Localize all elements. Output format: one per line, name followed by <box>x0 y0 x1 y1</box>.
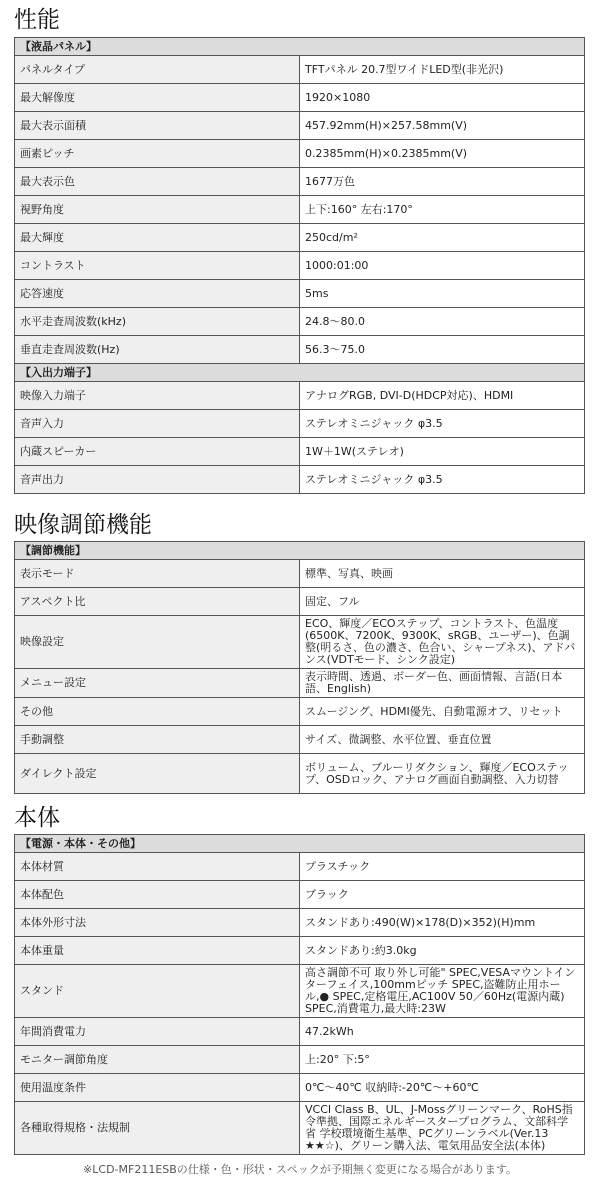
row-label: 音声出力 <box>15 466 300 494</box>
table-row <box>15 308 585 336</box>
table-row <box>15 698 585 726</box>
row-value: 高さ調節不可 取り外し可能" SPEC,VESAマウントインターフェイス,100mmピッチ SPEC,盗難防止用ホール,● SPEC,定格電圧,AC100V 50／60Hz(電源内蔵) SPEC,消費電力,最大時:23W <box>300 965 585 1018</box>
row-value: 1000:01:00 <box>300 252 585 280</box>
table-row <box>15 560 585 588</box>
row-label: その他 <box>15 698 300 726</box>
row-label: アスペクト比 <box>15 588 300 616</box>
section-title-performance: 性能 <box>14 7 60 33</box>
row-value: ECO、輝度／ECOステップ、コントラスト、色温度(6500K、7200K、9300K、sRGB、ユーザー)、色調整(明るさ、色の濃さ、色合い、シャープネス)、アドバンス(VDTモード、シンク設定) <box>300 616 585 669</box>
row-label: コントラスト <box>15 252 300 280</box>
row-value: ステレオミニジャック φ3.5 <box>300 410 585 438</box>
row-label: モニター調節角度 <box>15 1046 300 1074</box>
section-title-body: 本体 <box>14 805 60 831</box>
row-value: 1W＋1W(ステレオ) <box>300 438 585 466</box>
row-value: 250cd/m² <box>300 224 585 252</box>
table-row <box>15 280 585 308</box>
table-row <box>15 56 585 84</box>
row-label: 映像設定 <box>15 616 300 669</box>
table-row <box>15 112 585 140</box>
row-label: ダイレクト設定 <box>15 754 300 794</box>
table-row <box>15 438 585 466</box>
row-value: 標準、写真、映画 <box>300 560 585 588</box>
row-label: 最大表示色 <box>15 168 300 196</box>
row-label: 最大輝度 <box>15 224 300 252</box>
row-label: 音声入力 <box>15 410 300 438</box>
table-row <box>15 1074 585 1102</box>
table-row <box>15 1102 585 1155</box>
row-value: プラスチック <box>300 853 585 881</box>
spec-table-body <box>14 834 585 1155</box>
table-row <box>15 1018 585 1046</box>
row-value: VCCI Class B、UL、J-Mossグリーンマーク、RoHS指令準拠、国際エネルギースタープログラム、文部科学省 学校環境衛生基準、PCグリーンラベル(Ver.13 ★★☆)、グリーン購入法、電気用品安全法(本体) <box>300 1102 585 1155</box>
row-label: 各種取得規格・法規制 <box>15 1102 300 1155</box>
table-row <box>15 616 585 669</box>
table-row <box>15 336 585 364</box>
row-label: 垂直走査周波数(Hz) <box>15 336 300 364</box>
row-value: 1920×1080 <box>300 84 585 112</box>
table-row <box>15 588 585 616</box>
row-label: 応答速度 <box>15 280 300 308</box>
group-header: 【入出力端子】 <box>15 364 585 382</box>
group-header-row <box>15 542 585 560</box>
table-row <box>15 909 585 937</box>
row-label: 本体材質 <box>15 853 300 881</box>
section-title-video-adjustment: 映像調節機能 <box>14 512 152 538</box>
row-value: 上:20° 下:5° <box>300 1046 585 1074</box>
row-value: 47.2kWh <box>300 1018 585 1046</box>
disclaimer-footnote: ※LCD-MF211ESBの仕様・色・形状・スペックが予期無く変更になる場合があります。 <box>83 1163 517 1176</box>
row-value: アナログRGB, DVI-D(HDCP対応)、HDMI <box>300 382 585 410</box>
group-header: 【電源・本体・その他】 <box>15 835 585 853</box>
row-label: 使用温度条件 <box>15 1074 300 1102</box>
row-label: 内蔵スピーカー <box>15 438 300 466</box>
group-header-row <box>15 364 585 382</box>
group-header: 【調節機能】 <box>15 542 585 560</box>
spec-table-performance <box>14 37 585 494</box>
table-row <box>15 853 585 881</box>
row-label: 最大表示面積 <box>15 112 300 140</box>
table-row <box>15 410 585 438</box>
row-value: スタンドあり:約3.0kg <box>300 937 585 965</box>
row-value: 56.3～75.0 <box>300 336 585 364</box>
row-label: パネルタイプ <box>15 56 300 84</box>
table-row <box>15 669 585 698</box>
row-label: 水平走査周波数(kHz) <box>15 308 300 336</box>
row-value: 5ms <box>300 280 585 308</box>
table-row <box>15 252 585 280</box>
table-row <box>15 754 585 794</box>
table-row <box>15 965 585 1018</box>
spec-table-video-adjustment <box>14 541 585 794</box>
table-row <box>15 726 585 754</box>
row-label: 本体配色 <box>15 881 300 909</box>
row-value: ボリューム、ブルーリダクション、輝度／ECOステップ、OSDロック、アナログ画面自動調整、入力切替 <box>300 754 585 794</box>
row-value: 上下:160° 左右:170° <box>300 196 585 224</box>
row-label: 本体重量 <box>15 937 300 965</box>
row-label: 最大解像度 <box>15 84 300 112</box>
row-value: ステレオミニジャック φ3.5 <box>300 466 585 494</box>
table-row <box>15 224 585 252</box>
table-row <box>15 140 585 168</box>
row-value: TFTパネル 20.7型ワイドLED型(非光沢) <box>300 56 585 84</box>
row-value: 457.92mm(H)×257.58mm(V) <box>300 112 585 140</box>
row-value: 固定、フル <box>300 588 585 616</box>
table-row <box>15 881 585 909</box>
row-value: 24.8～80.0 <box>300 308 585 336</box>
group-header-row <box>15 38 585 56</box>
table-row <box>15 196 585 224</box>
row-value: ブラック <box>300 881 585 909</box>
row-label: 画素ピッチ <box>15 140 300 168</box>
row-label: メニュー設定 <box>15 669 300 698</box>
row-value: スタンドあり:490(W)×178(D)×352)(H)mm <box>300 909 585 937</box>
row-label: 手動調整 <box>15 726 300 754</box>
table-row <box>15 1046 585 1074</box>
row-value: 0.2385mm(H)×0.2385mm(V) <box>300 140 585 168</box>
row-value: スムージング、HDMI優先、自動電源オフ、リセット <box>300 698 585 726</box>
row-label: スタンド <box>15 965 300 1018</box>
row-label: 映像入力端子 <box>15 382 300 410</box>
row-label: 視野角度 <box>15 196 300 224</box>
group-header-row <box>15 835 585 853</box>
row-value: 1677万色 <box>300 168 585 196</box>
table-row <box>15 84 585 112</box>
table-row <box>15 937 585 965</box>
table-row <box>15 466 585 494</box>
row-label: 年間消費電力 <box>15 1018 300 1046</box>
row-value: サイズ、微調整、水平位置、垂直位置 <box>300 726 585 754</box>
group-header: 【液晶パネル】 <box>15 38 585 56</box>
row-label: 本体外形寸法 <box>15 909 300 937</box>
row-value: 0℃～40℃ 収納時:-20℃～+60℃ <box>300 1074 585 1102</box>
table-row <box>15 168 585 196</box>
table-row <box>15 382 585 410</box>
row-label: 表示モード <box>15 560 300 588</box>
row-value: 表示時間、透過、ボーダー色、画面情報、言語(日本語、English) <box>300 669 585 698</box>
